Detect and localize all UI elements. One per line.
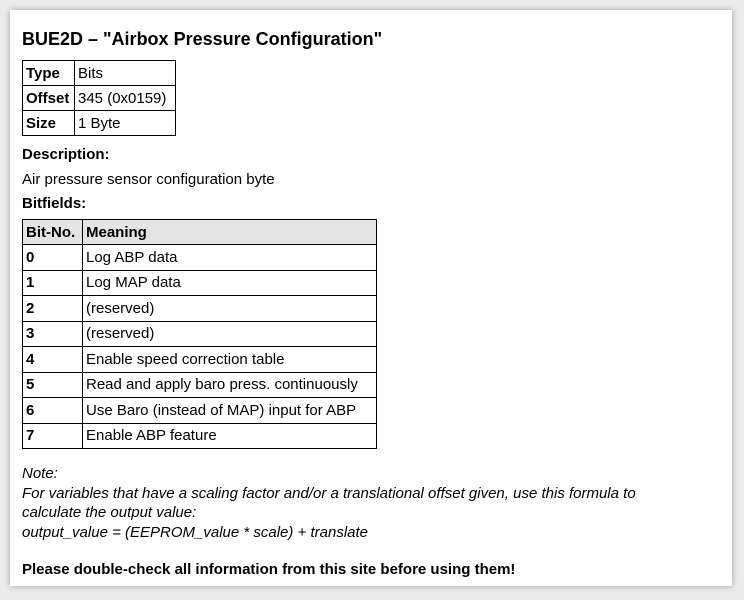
properties-table	[22, 60, 176, 136]
bit-meaning: Enable ABP feature	[83, 423, 377, 449]
column-header-bit-no: Bit-No.	[23, 220, 83, 245]
property-value: Bits	[75, 61, 176, 86]
table-row	[23, 321, 377, 347]
bit-number: 5	[23, 372, 83, 398]
property-value: 345 (0x0159)	[75, 86, 176, 111]
table-row	[23, 398, 377, 424]
property-key: Type	[23, 61, 75, 86]
description-label: Description:	[22, 146, 110, 163]
bit-number: 4	[23, 347, 83, 373]
bit-number: 0	[23, 245, 83, 271]
note-line: For variables that have a scaling factor and/or a translational offset given, use this formula to	[22, 484, 636, 502]
bit-meaning: Log ABP data	[83, 245, 377, 271]
bitfields-table	[22, 219, 377, 449]
property-key: Size	[23, 111, 75, 136]
content-card	[10, 10, 732, 586]
note-block	[22, 464, 712, 542]
property-row-size	[23, 111, 176, 136]
bit-meaning: Read and apply baro press. continuously	[83, 372, 377, 398]
bit-meaning: Log MAP data	[83, 270, 377, 296]
bit-meaning: (reserved)	[83, 296, 377, 322]
note-label: Note:	[22, 465, 58, 482]
bit-number: 3	[23, 321, 83, 347]
note-formula: output_value = (EEPROM_value * scale) + translate	[22, 523, 369, 541]
property-key: Offset	[23, 86, 75, 111]
bit-meaning: Use Baro (instead of MAP) input for ABP	[83, 398, 377, 424]
property-row-type	[23, 61, 176, 86]
bit-number: 1	[23, 270, 83, 296]
table-row	[23, 296, 377, 322]
column-header-meaning: Meaning	[83, 220, 377, 245]
bit-number: 7	[23, 423, 83, 449]
bitfields-header-row	[23, 220, 377, 245]
table-row	[23, 372, 377, 398]
note-line: calculate the output value:	[22, 504, 197, 521]
property-value: 1 Byte	[75, 111, 176, 136]
property-row-offset	[23, 86, 176, 111]
bitfields-label: Bitfields:	[22, 195, 87, 212]
table-row	[23, 270, 377, 296]
table-row	[23, 347, 377, 373]
warning-text: Please double-check all information from this site before using them!	[22, 561, 516, 578]
bit-number: 6	[23, 398, 83, 424]
page-title: BUE2D – "Airbox Pressure Configuration"	[22, 29, 383, 49]
description-text: Air pressure sensor configuration byte	[22, 171, 275, 188]
table-row	[23, 245, 377, 271]
bit-meaning: Enable speed correction table	[83, 347, 377, 373]
table-row	[23, 423, 377, 449]
bit-meaning: (reserved)	[83, 321, 377, 347]
bit-number: 2	[23, 296, 83, 322]
